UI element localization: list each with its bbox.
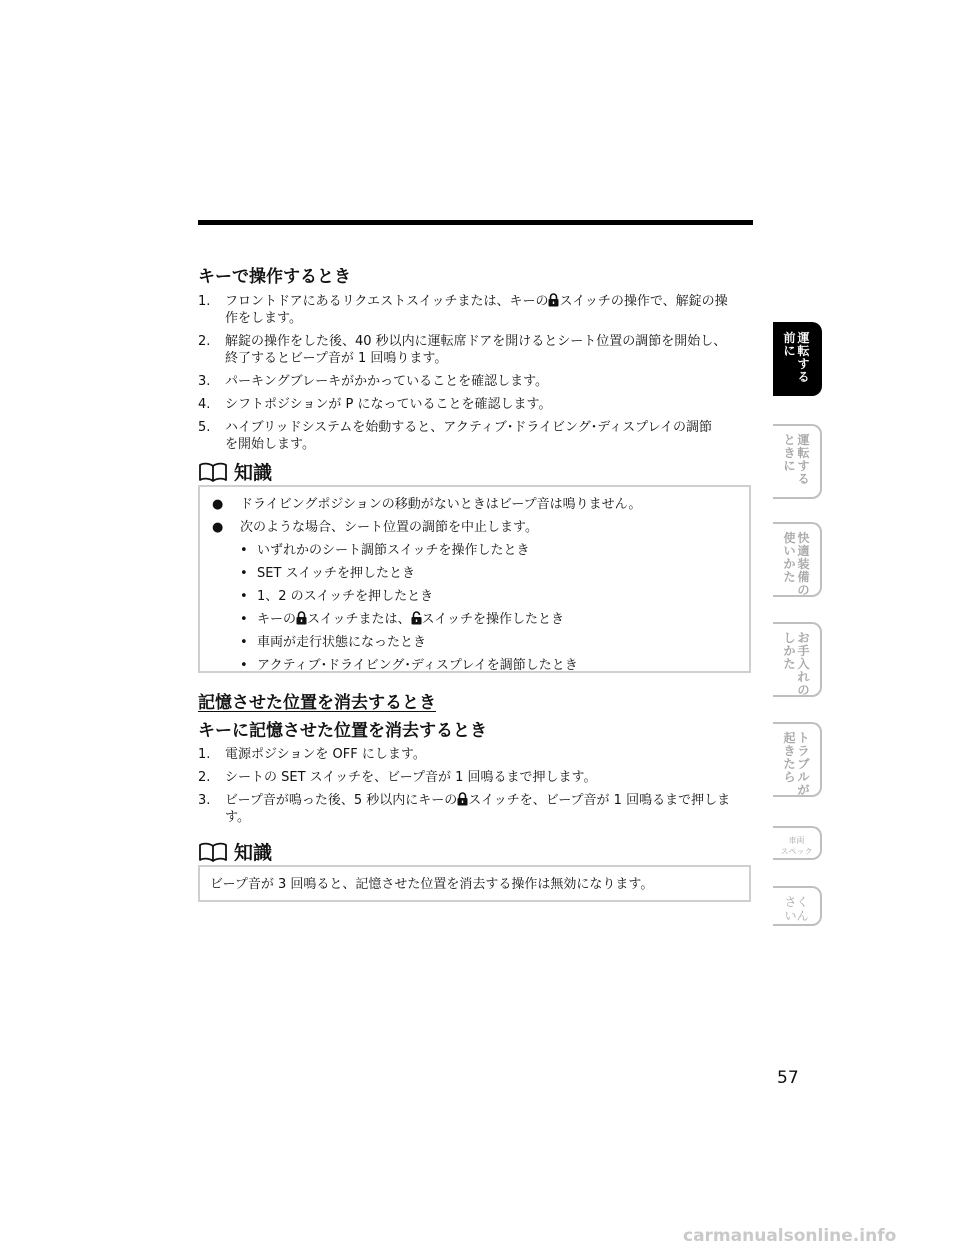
step-item: 3. ビープ音が鳴った後、5 秒以内にキーの スイッチを、ビープ音が 1 回鳴るまで押しま す。	[198, 793, 731, 825]
tab-label: 運 転 す る	[797, 331, 810, 384]
knowledge-sub-bullet: • アクティブ･ドライビング･ディスプレイを調節したとき	[240, 658, 578, 673]
step-item: 3. パーキングブレーキがかかっていることを確認します。	[198, 374, 549, 389]
tab-label: と き に	[783, 433, 796, 473]
lock-icon	[457, 792, 468, 806]
tab-label: スペック	[780, 846, 813, 856]
step-item: 5. ハイブリッドシステムを始動すると、アクティブ･ドライビング･ディスプレイの調節 を開始します。	[198, 420, 712, 452]
lock-icon	[296, 611, 307, 625]
knowledge-title: 知識	[198, 838, 272, 865]
top-rule	[198, 220, 753, 225]
tab-maintenance[interactable]	[773, 622, 822, 697]
tab-troubleshooting[interactable]	[773, 722, 822, 797]
page-number: 57	[777, 1068, 799, 1088]
unlock-icon	[411, 611, 422, 625]
knowledge-sub-bullet: • 車両が走行状態になったとき	[240, 635, 427, 650]
knowledge-sub-bullet: • 1、2 のスイッチを押したとき	[240, 589, 434, 604]
section-heading-key-operation: キーで操作するとき	[198, 267, 351, 287]
knowledge-sub-bullet: • いずれかのシート調節スイッチを操作したとき	[240, 543, 530, 558]
knowledge-title: 知識	[198, 458, 272, 485]
book-icon	[198, 461, 228, 483]
section-heading-erase-key: キーに記憶させた位置を消去するとき	[198, 721, 487, 741]
step-item: 1. 電源ポジションを OFF にします。	[198, 747, 426, 762]
tab-label: し か た	[783, 631, 796, 671]
step-item: 4. シフトポジションが P になっていることを確認します。	[198, 397, 552, 412]
tab-vehicle-specs[interactable]	[773, 826, 822, 860]
knowledge-bullet: ● ドライビングポジションの移動がないときはビープ音は鳴りません。	[212, 497, 642, 512]
tab-label: 運 転 す る	[797, 433, 810, 486]
step-item: 2. 解錠の操作をした後、40 秒以内に運転席ドアを開けるとシート位置の調節を開始し、 終了するとビープ音が 1 回鳴ります。	[198, 334, 727, 366]
step-list-2	[198, 746, 758, 832]
lock-icon	[548, 293, 559, 307]
knowledge-sub-bullet: • SET スイッチを押したとき	[240, 566, 416, 581]
tab-index[interactable]	[773, 886, 822, 926]
step-item: 1. フロントドアにあるリクエストスイッチまたは、キーの スイッチの操作で、解錠の操 作をします。	[198, 294, 728, 326]
tab-before-driving[interactable]	[773, 322, 822, 396]
tab-label: 快 適 装 備 の	[797, 531, 810, 597]
step-list-1	[198, 293, 758, 459]
tab-label: ト ラ ブ ル が	[797, 731, 810, 797]
book-icon	[198, 841, 228, 863]
tab-label: いん	[784, 908, 809, 923]
tab-label: お 手 入 れ の	[797, 631, 810, 697]
knowledge-box-1	[198, 485, 751, 673]
tab-comfort-features[interactable]	[773, 522, 822, 597]
tab-label: 起 き た ら	[783, 731, 796, 784]
knowledge-bullet: ● 次のような場合、シート位置の調節を中止します。	[212, 520, 538, 535]
watermark-text: carmanualsonline.info	[683, 1226, 897, 1246]
knowledge-box-2	[198, 865, 751, 902]
knowledge-text: ビープ音が 3 回鳴ると、記憶させた位置を消去する操作は無効になります。	[210, 877, 654, 892]
tab-label: 使 い か た	[783, 531, 796, 584]
tab-when-driving[interactable]	[773, 424, 822, 499]
section-title-erase: 記憶させた位置を消去するとき	[198, 693, 436, 713]
knowledge-sub-bullet: • キーの スイッチまたは、 スイッチを操作したとき	[240, 612, 564, 627]
tab-label: 車両	[788, 835, 805, 845]
step-item: 2. シートの SET スイッチを、ビープ音が 1 回鳴るまで押します。	[198, 770, 597, 785]
tab-label: さく	[784, 894, 809, 909]
tab-label: 前 に	[783, 331, 796, 358]
